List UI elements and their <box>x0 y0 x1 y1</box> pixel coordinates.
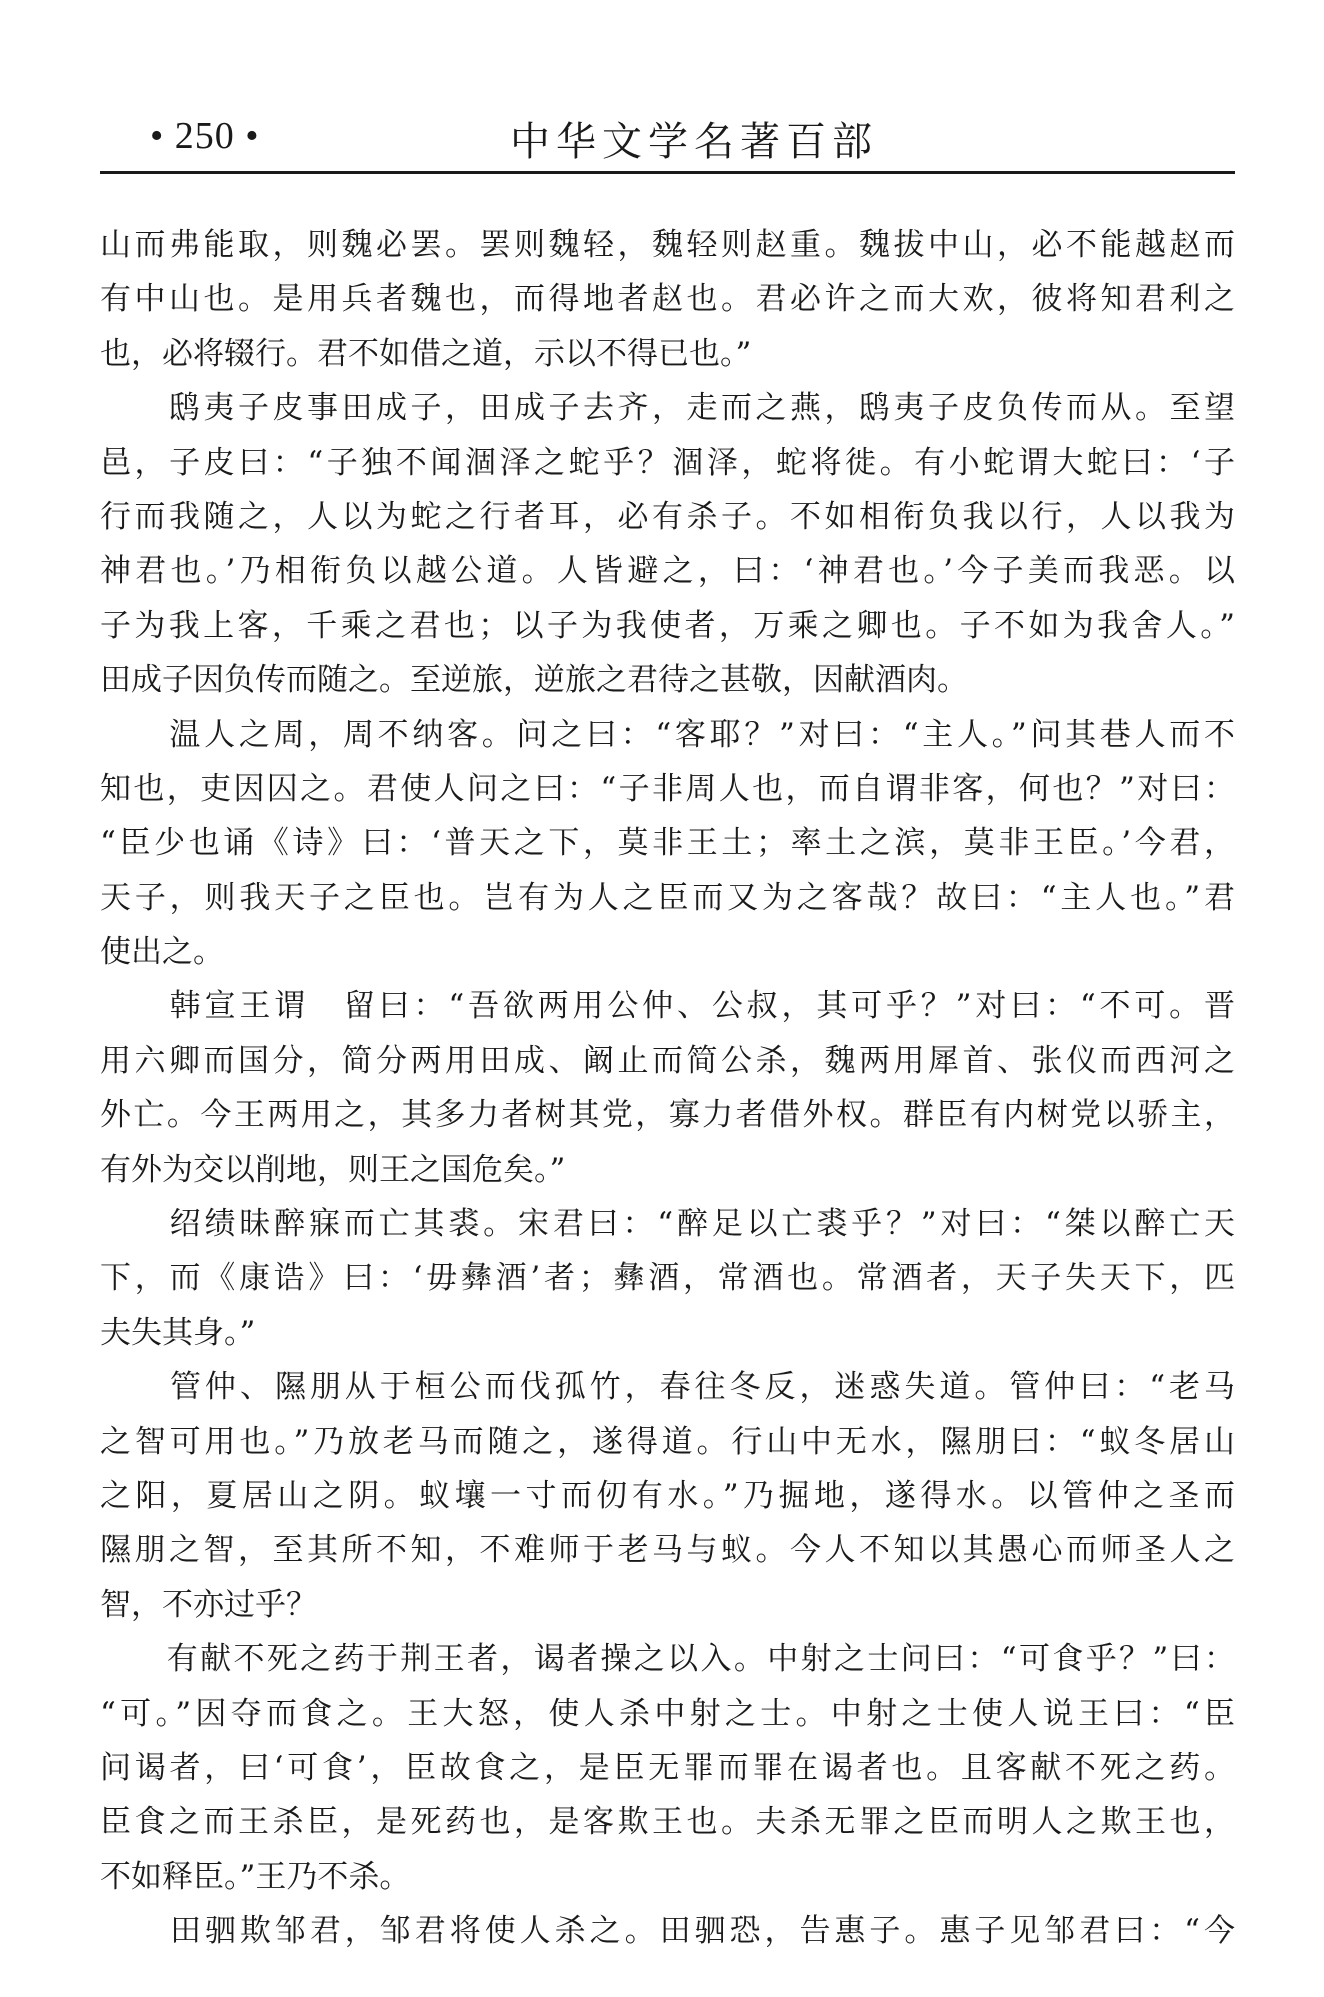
text-line: 行而我随之，人以为蛇之行者耳，必有杀子。不如相衔负我以行，人以我为 <box>100 498 1235 535</box>
text-line: 有献不死之药于荆王者，谒者操之以入。中射之士问曰：“可食乎？”曰： <box>100 1641 1235 1678</box>
text-line: 臣食之而王杀臣，是死药也，是客欺王也。夫杀无罪之臣而明人之欺王也， <box>100 1804 1235 1841</box>
text-line: 子为我上客，千乘之君也；以子为我使者，万乘之卿也。子不如为我舍人。” <box>100 607 1235 644</box>
body-text <box>100 218 1235 1959</box>
text-line: 韩宣王谓 留曰：“吾欲两用公仲、公叔，其可乎？”对曰：“不可。晋 <box>100 988 1235 1025</box>
text-line: “可。”因夺而食之。王大怒，使人杀中射之士。中射之士使人说王曰：“臣 <box>100 1695 1235 1732</box>
text-line: 知也，吏因囚之。君使人问之曰：“子非周人也，而自谓非客，何也？”对曰： <box>100 770 1235 807</box>
text-line: 鸱夷子皮事田成子，田成子去齐，走而之燕，鸱夷子皮负传而从。至望 <box>100 390 1235 427</box>
page-header <box>100 100 1230 172</box>
text-line: 田成子因负传而随之。至逆旅，逆旅之君待之甚敬，因献酒肉。 <box>100 662 968 699</box>
header-rule <box>100 171 1235 174</box>
text-line: 用六卿而国分，简分两用田成、阚止而简公杀，魏两用犀首、张仪而西河之 <box>100 1042 1235 1079</box>
text-line: “臣少也诵《诗》曰：‘普天之下，莫非王土；率土之滨，莫非王臣。’今君， <box>100 825 1235 862</box>
text-line: 之阳，夏居山之阴。蚁壤一寸而仞有水。”乃掘地，遂得水。以管仲之圣而 <box>100 1477 1235 1514</box>
text-line: 邑，子皮曰：“子独不闻涸泽之蛇乎？涸泽，蛇将徙。有小蛇谓大蛇曰：‘子 <box>100 444 1235 481</box>
text-line: 神君也。’乃相衔负以越公道。人皆避之，曰：‘神君也。’今子美而我恶。以 <box>100 553 1235 590</box>
text-line: 夫失其身。” <box>100 1314 256 1351</box>
text-line: 使出之。 <box>100 934 224 971</box>
text-line: 外亡。今王两用之，其多力者树其党，寡力者借外权。群臣有内树党以骄主， <box>100 1097 1235 1134</box>
text-line: 有中山也。是用兵者魏也，而得地者赵也。君必许之而大欢，彼将知君利之 <box>100 281 1235 318</box>
text-line: 山而弗能取，则魏必罢。罢则魏轻，魏轻则赵重。魏拔中山，必不能越赵而 <box>100 227 1235 263</box>
text-line: 不如释臣。”王乃不杀。 <box>100 1858 411 1895</box>
text-line: 问谒者，曰‘可食’，臣故食之，是臣无罪而罪在谒者也。且客献不死之药。 <box>100 1749 1235 1786</box>
text-line: 也，必将辍行。君不如借之道，示以不得已也。” <box>100 335 752 372</box>
page-number: • 250 • <box>150 115 260 157</box>
text-line: 有外为交以削地，则王之国危矣。” <box>100 1151 566 1188</box>
text-line: 田驷欺邹君，邹君将使人杀之。田驷恐，告惠子。惠子见邹君曰：“今 <box>100 1913 1235 1950</box>
text-line: 绍绩昧醉寐而亡其裘。宋君曰：“醉足以亡裘乎？”对曰：“桀以醉亡天 <box>100 1206 1235 1243</box>
text-line: 天子，则我天子之臣也。岂有为人之臣而又为之客哉？故曰：“主人也。”君 <box>100 879 1235 916</box>
text-line: 之智可用也。”乃放老马而随之，遂得道。行山中无水，隰朋曰：“蚁冬居山 <box>100 1423 1235 1460</box>
text-line: 下，而《康诰》曰：‘毋彝酒’者；彝酒，常酒也。常酒者，天子失天下，匹 <box>100 1260 1235 1297</box>
text-line: 温人之周，周不纳客。问之曰：“客耶？”对曰：“主人。”问其巷人而不 <box>100 716 1235 753</box>
text-line: 隰朋之智，至其所不知，不难师于老马与蚁。今人不知以其愚心而师圣人之 <box>100 1532 1235 1569</box>
text-line: 管仲、隰朋从于桓公而伐孤竹，春往冬反，迷惑失道。管仲曰：“老马 <box>100 1369 1235 1406</box>
text-line: 智，不亦过乎？ <box>100 1586 317 1623</box>
running-title: 中华文学名著百部 <box>510 119 878 165</box>
